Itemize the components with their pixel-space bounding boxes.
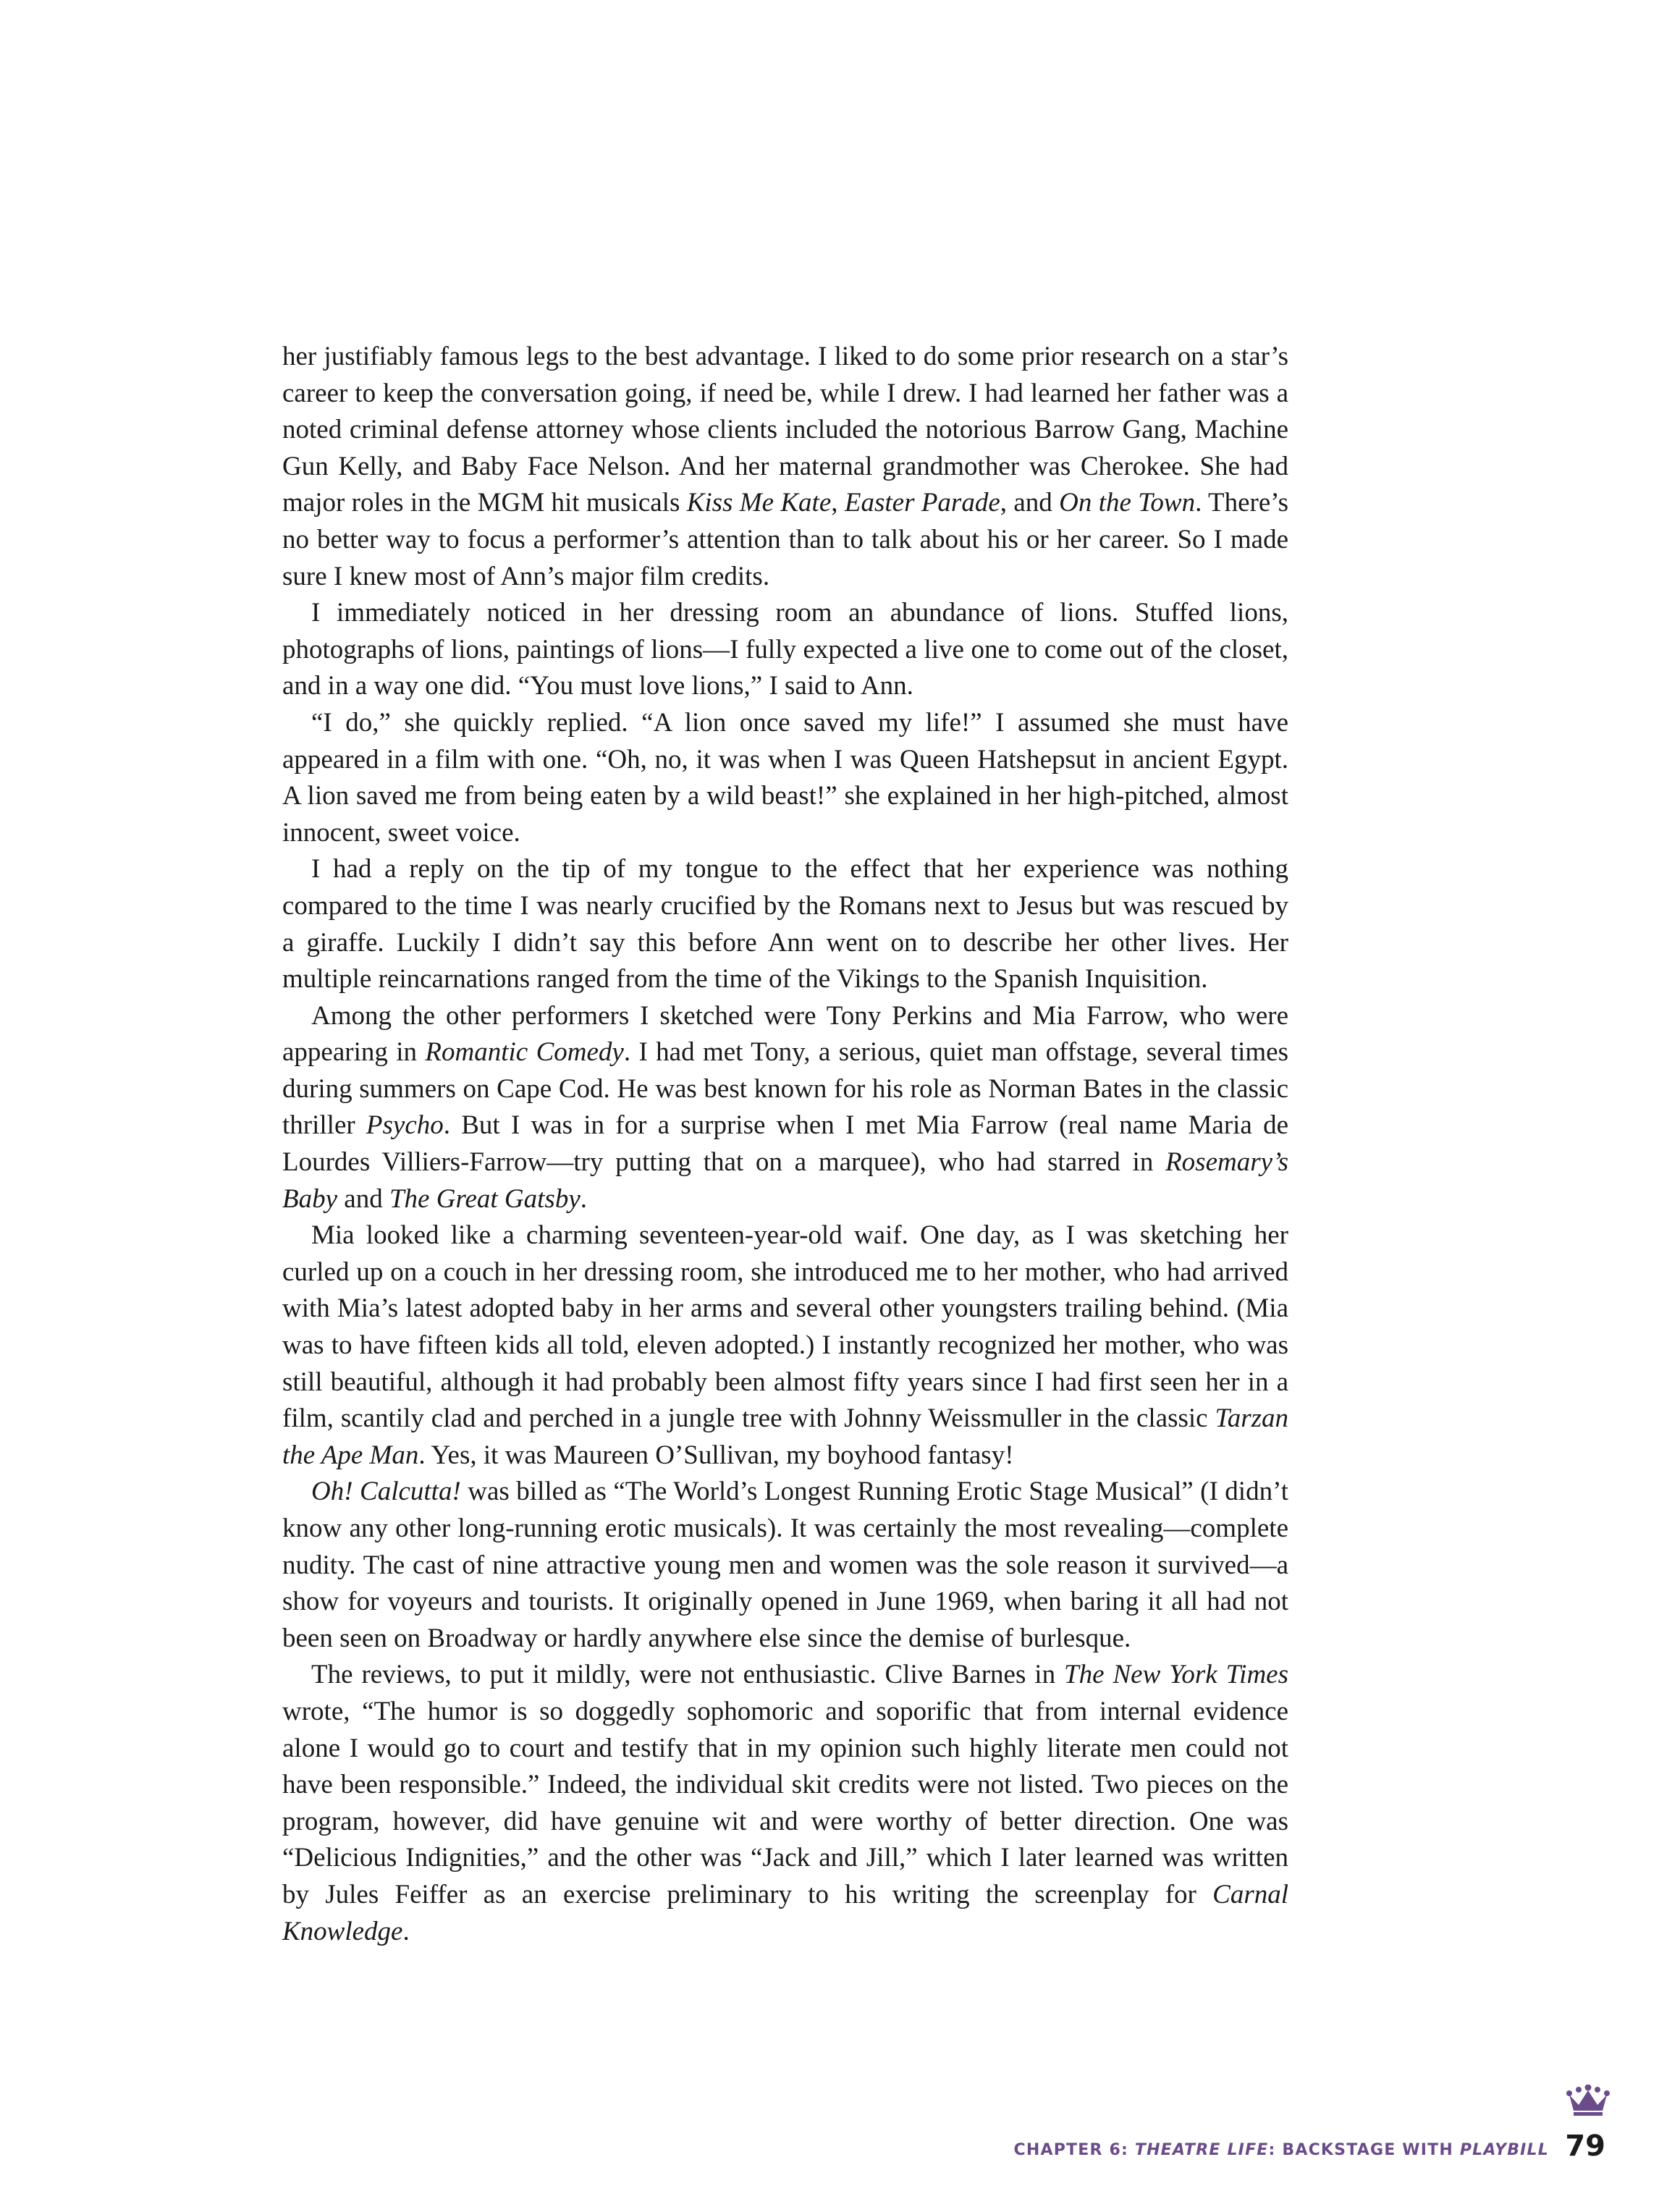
chapter-mid: : BACKSTAGE WITH [1268,2141,1460,2159]
text-run: . But I was in for a surprise when I met Mia Farrow (real name Maria de Lourdes Villiers-Farrow—try putting that on a marquee), who had starred in [282,1110,1288,1178]
italic-text: Oh! Calcutta! [311,1477,461,1507]
text-run: , [831,488,845,518]
paragraph [282,851,1288,997]
paragraph [282,595,1288,705]
italic-text: On the Town [1059,488,1196,518]
italic-text: Rosemary’s Baby [282,1147,1288,1214]
chapter-title: THEATRE LIFE [1134,2141,1269,2159]
paragraph [282,1657,1288,1950]
body-text [282,339,1288,1950]
text-run: . I had met Tony, a serious, quiet man offstage, several times during summers on Cape Cod. He was best known for his role as Norman Bates in the classic thriller [282,1037,1289,1141]
text-run: . [402,1916,410,1946]
text-run: Among the other performers I sketched were Tony Perkins and Mia Farrow, who were appearing in [282,1000,1288,1068]
text-run: was billed as “The World’s Longest Running Erotic Stage Musical” (I didn’t know any other long-running erotic musicals). It was certainly the most revealing—complete nudity. The cast of nine attractive young men and women was the sole reason it survived—a show for voyeurs and tourists. It originally opened in June 1969, when baring it all had not been seen on Broadway or hardly anywhere else since the demise of burlesque. [282,1477,1288,1653]
paragraph [282,998,1288,1218]
italic-text: Psycho [366,1110,444,1141]
paragraph [282,339,1288,595]
page-footer [941,2121,1607,2179]
italic-text: The New York Times [1064,1660,1288,1690]
text-run: Mia looked like a charming seventeen-year-old waif. One day, as I was sketching her curled up on a couch in her dressing room, she introduced me to her mother, who had arrived with Mia’s latest adopted baby in her arms and several other youngsters trailing behind. (Mia was to have fifteen kids all told, eleven adopted.) I instantly recognized her mother, who was still beautiful, although it had probably been almost fifty years since I had first seen her in a film, scantily clad and perched in a jungle tree with Johnny Weissmuller in the classic [282,1220,1288,1434]
italic-text: Romantic Comedy [425,1037,624,1068]
text-run: . [580,1183,587,1214]
italic-text: Tarzan the Ape Man [282,1403,1288,1470]
paragraph [282,705,1288,851]
italic-text: Kiss Me Kate [686,488,832,518]
text-run: , and [1000,488,1060,518]
page-number: 79 [1565,2129,1605,2163]
crown-icon [1566,2085,1610,2116]
paragraph [282,1217,1288,1474]
chapter-prefix: CHAPTER 6: [1013,2141,1135,2159]
text-run: I had a reply on the tip of my tongue to the effect that her experience was nothing compared to the time I was nearly crucified by the Romans next to Jesus but was rescued by a giraffe. Luckily I didn’t say this before Ann went on to describe her other lives. Her multiple reincarnations ranged from the time of the Vikings to the Spanish Inquisition. [282,854,1288,995]
italic-text: The Great Gatsby [389,1183,581,1214]
text-run: wrote, “The humor is so doggedly sophomoric and soporific that from internal evidence alone I would go to court and testify that in my opinion such highly literate men could not have been responsible.” Indeed, the individual skit credits were not listed. Two pieces on the program, however, did have genuine wit and were worthy of better direction. One was “Delicious Indignities,” and the other was “Jack and Jill,” which I later learned was written by Jules Feiffer as an exercise preliminary to his writing the screenplay for [282,1696,1288,1909]
text-run: . Yes, it was Maureen O’Sullivan, my boyhood fantasy! [418,1440,1014,1470]
text-run: I immediately noticed in her dressing room an abundance of lions. Stuffed lions, photographs of lions, paintings of lions—I fully expected a live one to come out of the closet, and in a way one did. “You must love lions,” I said to Ann. [282,598,1288,701]
text-run: The reviews, to put it mildly, were not enthusiastic. Clive Barnes in [311,1660,1065,1690]
italic-text: Carnal Knowledge [282,1879,1288,1946]
italic-text: Easter Parade [844,488,1000,518]
chapter-tail: PLAYBILL [1459,2141,1549,2159]
running-head [1014,2141,1549,2159]
text-run: “I do,” she quickly replied. “A lion once saved my life!” I assumed she must have appeared in a film with one. “Oh, no, it was when I was Queen Hatshepsut in ancient Egypt. A lion saved me from being eaten by a wild beast!” she explained in her high-pitched, almost innocent, sweet voice. [282,707,1288,848]
text-run: her justifiably famous legs to the best advantage. I liked to do some prior research on a star’s career to keep the conversation going, if need be, while I drew. I had learned her father was a noted criminal defense attorney whose clients included the notorious Barrow Gang, Machine Gun Kelly, and Baby Face Nelson. And her maternal grandmother was Cherokee. She had major roles in the MGM hit musicals [282,342,1288,518]
text-run: . There’s no better way to focus a performer’s attention than to talk about his or her career. So I made sure I knew most of Ann’s major film credits. [282,488,1288,591]
text-run: and [337,1183,389,1214]
paragraph [282,1474,1288,1657]
